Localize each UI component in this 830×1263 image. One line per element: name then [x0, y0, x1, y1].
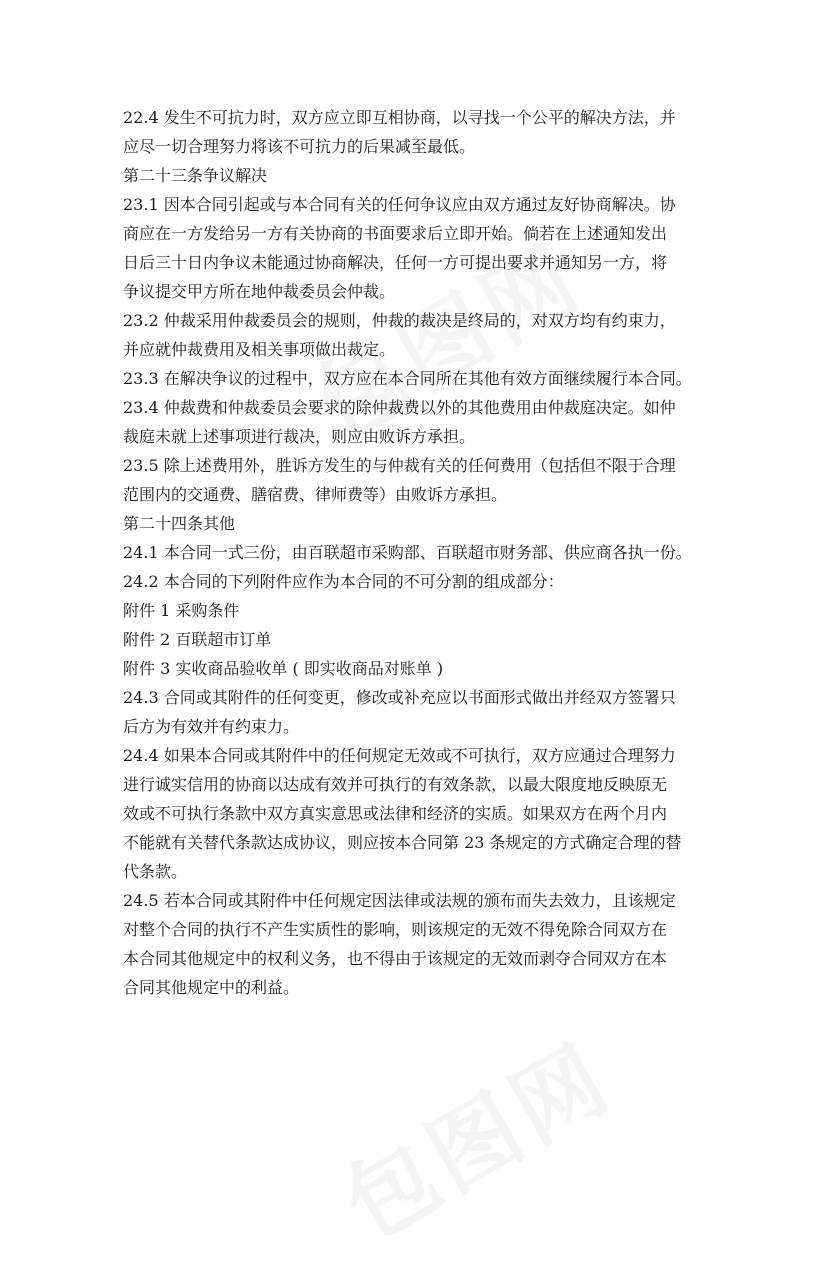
- text-line: 代条款。: [123, 862, 188, 881]
- text-line: 合同其他规定中的利益。: [123, 978, 300, 997]
- clause-24-2: [123, 567, 723, 596]
- text-line: 不能就有关替代条款达成协议，则应按本合同第 23 条规定的方式确定合理的替: [123, 833, 682, 852]
- clause-23-2: [123, 306, 723, 364]
- clause-24-5: [123, 886, 723, 1002]
- watermark: [317, 1007, 631, 1263]
- text-line: 范围内的交通费、膳宿费、律师费等）由败诉方承担。: [123, 485, 508, 504]
- text-line: 裁庭未就上述事项进行裁决，则应由败诉方承担。: [123, 427, 476, 446]
- clause-24-1: [123, 538, 723, 567]
- text-line: 24.3 合同或其附件的任何变更，修改或补充应以书面形式做出并经双方签署只: [123, 688, 676, 707]
- article-24-heading: [123, 509, 723, 538]
- text-line: 后方为有效并有约束力。: [123, 717, 300, 736]
- text-line: 效或不可执行条款中双方真实意思或法律和经济的实质。如果双方在两个月内: [123, 804, 668, 823]
- text-line: 争议提交甲方所在地仲裁委员会仲裁。: [123, 282, 396, 301]
- text-line: 并应就仲裁费用及相关事项做出裁定。: [123, 340, 396, 359]
- clause-23-3: [123, 364, 723, 393]
- text-line: 24.5 若本合同或其附件中任何规定因法律或法规的颁布而失去效力，且该规定: [123, 891, 676, 910]
- text-line: 23.4 仲裁费和仲裁委员会要求的除仲裁费以外的其他费用由仲裁庭决定。如仲: [123, 398, 676, 417]
- text-line: 应尽一切合理努力将该不可抗力的后果减至最低。: [123, 137, 476, 156]
- text-line: 进行诚实信用的协商以达成有效并可执行的有效条款，以最大限度地反映原无: [123, 775, 668, 794]
- text-line: 23.1 因本合同引起或与本合同有关的任何争议应由双方通过友好协商解决。协: [123, 195, 676, 214]
- clause-22-4: [123, 103, 723, 161]
- text-line: 对整个合同的执行不产生实质性的影响，则该规定的无效不得免除合同双方在: [123, 920, 668, 939]
- text-line: 第二十三条争议解决: [123, 166, 268, 185]
- text-line: 第二十四条其他: [123, 514, 236, 533]
- clause-23-1: [123, 190, 723, 306]
- article-23-heading: [123, 161, 723, 190]
- text-line: 24.2 本合同的下列附件应作为本合同的不可分割的组成部分：: [123, 572, 564, 591]
- clause-24-4: [123, 741, 723, 886]
- text-line: 本合同其他规定中的权利义务，也不得由于该规定的无效而剥夺合同双方在本: [123, 949, 668, 968]
- text-line: 商应在一方发给另一方有关协商的书面要求后立即开始。倘若在上述通知发出: [123, 224, 668, 243]
- text-line: 22.4 发生不可抗力时，双方应立即互相协商，以寻找一个公平的解决方法，并: [123, 108, 676, 127]
- text-line: 附件 1 采购条件: [123, 601, 240, 620]
- text-line: 24.4 如果本合同或其附件中的任何规定无效或不可执行，双方应通过合理努力: [123, 746, 676, 765]
- text-line: 日后三十日内争议未能通过协商解决，任何一方可提出要求并通知另一方，将: [123, 253, 668, 272]
- text-line: 附件 2 百联超市订单: [123, 630, 272, 649]
- document-body: [123, 103, 723, 1002]
- attachment-3: [123, 654, 723, 683]
- text-line: 23.5 除上述费用外，胜诉方发生的与仲裁有关的任何费用（包括但不限于合理: [123, 456, 676, 475]
- attachment-2: [123, 625, 723, 654]
- text-line: 附件 3 实收商品验收单 ( 即实收商品对账单 ): [123, 659, 444, 678]
- clause-23-5: [123, 451, 723, 509]
- clause-23-4: [123, 393, 723, 451]
- text-line: 23.2 仲裁采用仲裁委员会的规则，仲裁的裁决是终局的，对双方均有约束力，: [123, 311, 676, 330]
- text-line: 24.1 本合同一式三份，由百联超市采购部、百联超市财务部、供应商各执一份。: [123, 543, 692, 562]
- clause-24-3: [123, 683, 723, 741]
- attachment-1: [123, 596, 723, 625]
- text-line: 23.3 在解决争议的过程中，双方应在本合同所在其他有效方面继续履行本合同。: [123, 369, 692, 388]
